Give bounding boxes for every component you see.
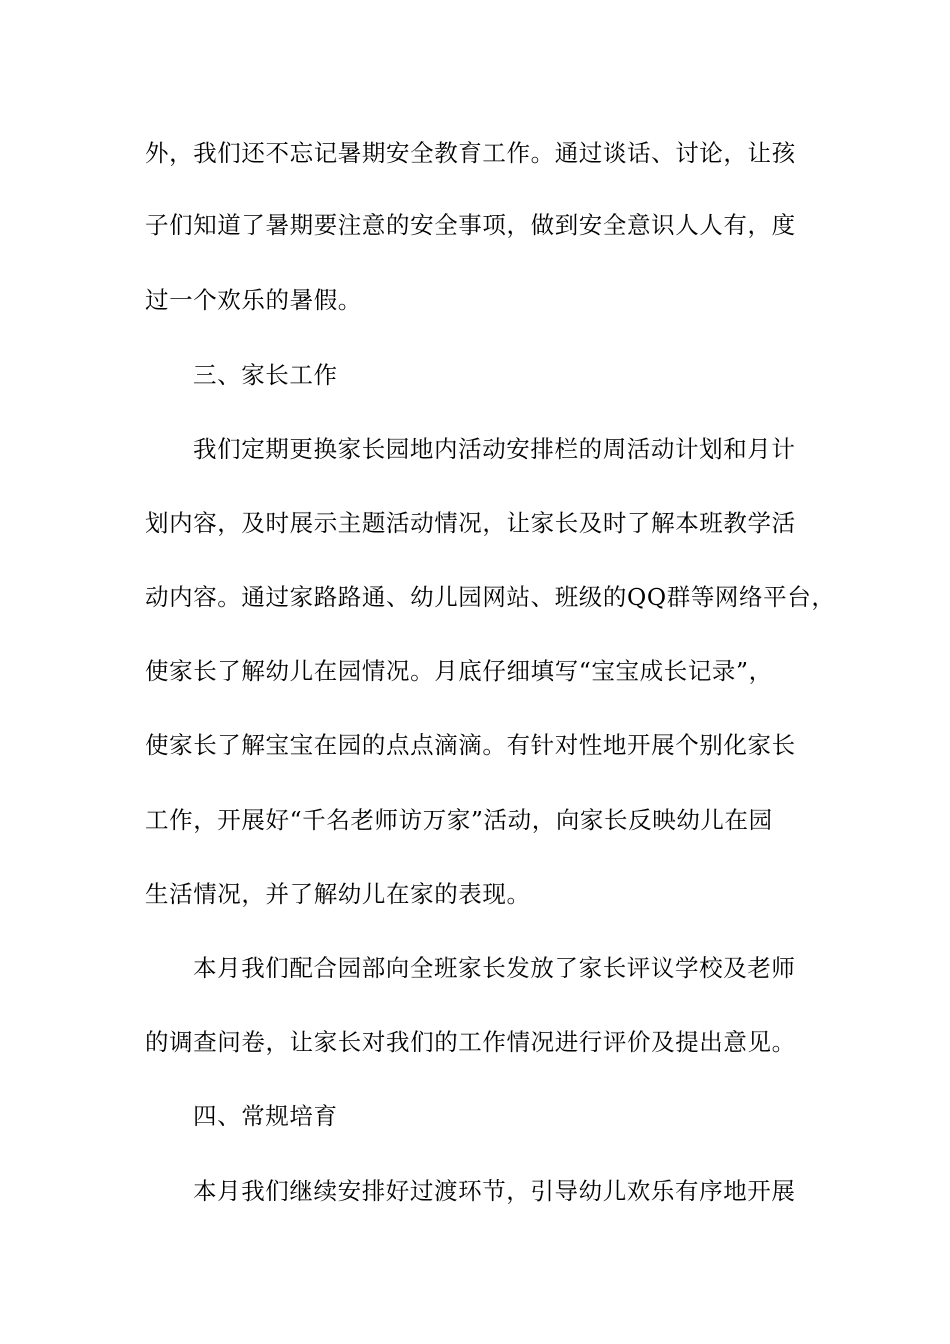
paragraph-line: 工作，开展好“千名老师访万家”活动，向家长反映幼儿在园 (145, 806, 773, 834)
section-heading: 三、家长工作 (193, 361, 338, 389)
paragraph-line: 过一个欢乐的暑假。 (145, 286, 362, 314)
paragraph-line: 我们定期更换家长园地内活动安排栏的周活动计划和月计 (193, 435, 796, 463)
paragraph-line: 子们知道了暑期要注意的安全事项，做到安全意识人人有，度 (145, 211, 796, 239)
paragraph-line: 本月我们继续安排好过渡环节，引导幼儿欢乐有序地开展 (193, 1177, 796, 1205)
paragraph-line: 外，我们还不忘记暑期安全教育工作。通过谈话、讨论，让孩 (145, 139, 796, 167)
paragraph-line: 生活情况，并了解幼儿在家的表现。 (145, 880, 531, 908)
section-heading: 四、常规培育 (193, 1102, 338, 1130)
paragraph-line: 动内容。通过家路路通、幼儿园网站、班级的QQ群等网络平台， (145, 583, 836, 611)
paragraph-line: 的调查问卷，让家长对我们的工作情况进行评价及提出意见。 (145, 1028, 796, 1056)
paragraph-line: 划内容，及时展示主题活动情况，让家长及时了解本班教学活 (145, 509, 796, 537)
paragraph-line: 本月我们配合园部向全班家长发放了家长评议学校及老师 (193, 954, 796, 982)
paragraph-line: 使家长了解宝宝在园的点点滴滴。有针对性地开展个别化家长 (145, 731, 796, 759)
paragraph-line: 使家长了解幼儿在园情况。月底仔细填写“宝宝成长记录”， (145, 657, 773, 685)
